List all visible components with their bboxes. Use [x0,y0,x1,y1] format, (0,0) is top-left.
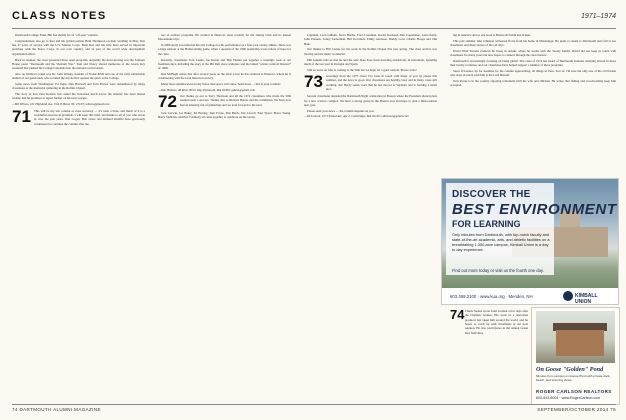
paragraph: Still no news on who is coming to the 50th but we hope for a great turnout. Please write! [307,67,417,72]
class-year-number: 71 [12,106,31,126]
class-71-entry [12,106,145,128]
page-header [12,8,616,29]
paragraph: Jack Corwin, Joe Baker, Ed Hartley, Tom Evans, Tim Black, Jim Carroll, Paul Tyson, Bruce Young, Harry Stebbins, and Bob Carmody all came together to celebrate on the Green. [158,110,291,119]
ad-body-text: Only minutes from Dartmouth, with top-notch faculty and state-of-the-art academic, arts, and athletic facilities on a breathtaking 1,300-acre campus, Kimball Union is a day to day experience. [452,232,550,252]
paragraph: Phil Jenkins tells us that he and his wife Kate have been traveling extensively in retirement, spending much of the last year in Portugal and Spain. [304,57,437,66]
secretary-signature: —Ed Lemont, 107 Upland Ave, Apt 2, Cambridge, MA 02140; edlemont@gmail.com [304,114,409,119]
ad2-title: On Goose "Golden" Pond [536,366,604,373]
class-note-text: Our thanks go out to Terry Thomson and all the 1972 classmates who made the 50th reunion such a success. Thanks also to Richard Buono and the committee. We have now had an amazing run of gatherings and we look forward to the next. [180,94,291,107]
ad-headline-3: FOR LEARNING [452,219,521,229]
ad2-contact[interactable]: 603-643-6004 · www.RogerCarlson.com [536,396,601,400]
ad-call-to-action[interactable]: Find out more today or visit us the fourth one day. [452,268,544,273]
class-year-number: 74 [450,307,465,322]
class-year-number: 73 [304,71,323,91]
crest-icon [563,291,573,301]
paragraph: Steve O'Connor, tip for deadline for the column approaching, all things in Peru. Sort of, I'm sure the only one of his old friends who stays in touch with him is the Lord himself. [450,68,616,78]
paragraph: In 2006 Andy was inducted into the College for his performance as a four-year varsity athlete. There was a huge turnout at the Homecoming game, when a quorum of the 1960 leadership wrote letters of hope for the class. [158,43,291,56]
paragraph: Several classmates attended the Dartmouth Night celebration in Boston where the President shared plans for a new science complex. We have a strong group in the Boston area and hope to plan a mini-reunion next year. [304,94,437,107]
secretary-signature: —Dan Holmes, 48 River Birch Way, Plymouth, MA 02360; gdanh@gmail.com [158,87,255,92]
class-note-text: Greetings from the 1973 class! I've been in touch with many of you by phone this summer, and the news is good. Our classmates are healthy, busy and in many cases still working. Jim Hardy sends word that he has moved to Vermont and is farming a small plot. [326,73,437,91]
column-1 [12,33,145,403]
ad-headline-2: BEST ENVIRONMENT [452,201,617,218]
section-title: CLASS NOTES [12,10,107,22]
paragraph: Many more reminiscences in my inbox than space will allow. Send more — this is your column! [161,82,281,86]
paragraph: Dartmouth College Fund. Bill has shaftly for an "off-year" reunion. [15,33,99,37]
paragraph: Dartmouth is increasingly focusing on being global. The class of 1974 has heard of Dartmouth students studying abroad in more than twenty countries, and our classmates have helped support a number of these programs. [450,58,616,68]
paragraph: Lippman, Leon Gilliam, Steve Hardie, Fred Crossman, Rocky Kuckard, Dan Copemaker, Gene Kelly, John Pleasen, Lenny Lieberman, Bill Kovaleck, Emily Axelrose, Buddy Lord, Charlie Hoops and Tim Hale. [304,33,437,46]
class-year-number: 72 [158,92,177,112]
page-footer [12,404,616,415]
class-72-entry [158,92,291,112]
paragraph: Recently, classmates Tom Leeds, Joe Kuralt and Bob Harlan put together a nostalgic look at our freshman days, including the story of the Phi Delt snow sculpture and the famed "winter carnival blizzard" of 1968. [158,57,291,71]
paragraph: ing in America and as one book at Barnes & Noble and iTunes. [453,33,532,37]
house-photo [536,311,615,363]
paragraph: This past summer Jake Johnston witnessed flows from his home in Mississippi. He plans to return to Dartmouth next fall to see classmates and share stories of the old days. [450,38,616,48]
paragraph: The story of how Don Keenan first sailed his twin-mast ketch across the Atlantic has been shared widely, and he promises to report further on his next voyage. [12,92,145,101]
ad-contact-info[interactable]: 603.469.2100 · www.kua.org · Meriden, NH [450,294,533,299]
paragraph: ters of outdoor programs. He worked in Hanover, most recently for the Outing Club and its annual Moosilauke trips. [158,33,291,42]
class-note-text: This will be my last column as class secretary — it's been a blast, and much of it is a wonderful exercise in gratitude. I will keep this brief, but thanks to all of you who wrote in over the past years. Dan Cogan, Bob Lister and Richard Kimble have graciously volunteered to continue the column after me. [34,108,145,126]
paragraph: Dan McHugh writes that after several years on the West Coast he has returned to Hanover, where he is volunteering with the local historical society. [158,71,291,81]
ad2-brand: ROGER CARLSON REALTORS [536,389,612,394]
column-2 [158,33,291,403]
house-building [556,330,604,356]
paragraph: Our thanks to Bill Carnes for his work in the Rollins Chapel this past spring. The class service was moving and the music wonderful. [304,47,437,56]
school-advertisement[interactable] [441,178,619,305]
column-4 [450,33,616,181]
ad2-description: Minutes from campus on Goose Pond with private dock, beach, and stunning views. [536,374,611,382]
kimball-union-logo: KIMBALL UNION [563,290,613,302]
paragraph: Please send your news — the column depends on you. [307,108,375,113]
class-73-entry [304,71,437,93]
column-5 [450,307,528,401]
class-74-entry [450,309,528,335]
class-note-text: Chuck Stokes wrote from London a few days after the Olympic Games. His work as a television producer has taken him around the world, and he hopes to catch up with classmates at our next reunion. He also participates in the annual Green Key festivities. [465,309,528,335]
paragraph: Tom Porter is in the country enjoying retirement with his wife and children. He writes that fishing and woodworking keep him occupied. [450,79,616,88]
secretary-signature: —Bill Wilson, 101 Highland Ave, Unit 8, Bend, NC 27103; wilson@gmail.com [12,102,110,107]
ad-headline-1: DISCOVER THE [452,189,531,200]
class-years-range: 1971–1974 [580,13,616,20]
paragraph: Also on Wallace's panel was Dr. John Olitsky, founder of TransCEND and one of the truly remarkable alumni of our generation, who recalled the day he first opened the gates at the College. [12,71,145,81]
realty-advertisement[interactable] [531,307,620,405]
column-3 [304,33,437,403]
paragraph: Back in reunion, the class presented three open programs. Arguably the most moving was the Sanborn House panel "Dartmouth and the Vietnam War." Tom and Nancy shared memories of the Green Key weekend that pushed the College's students into the national conversation. [12,57,145,71]
footer-left: 74 DARTMOUTH ALUMNI MAGAZINE [12,407,101,412]
footer-right: SEPTEMBER/OCTOBER 2014 75 [537,407,616,412]
paragraph: Some news from Washington: Ed Ingle, Dan Hartwell and Tom Brown were remembered by many classmates at the memorial gathering in the Rollins Chapel. [12,82,145,91]
paragraph: Congratulations also go to Ron and his golden partner Beth Thompson on their wedding in May. Ron has 37 years of service with the U.S. Marine Corps. Both Ron and his wife have served in important positions with the Peace Corps, in our own country, and as part of the world wide development organization effort. [12,38,145,56]
paragraph: David Wald Stevens (believe he lives) in Austin, where he works with the Tooley family. David did not keep in touch with classmates for many years but now hopes to connect through the class listserv. [450,48,616,58]
